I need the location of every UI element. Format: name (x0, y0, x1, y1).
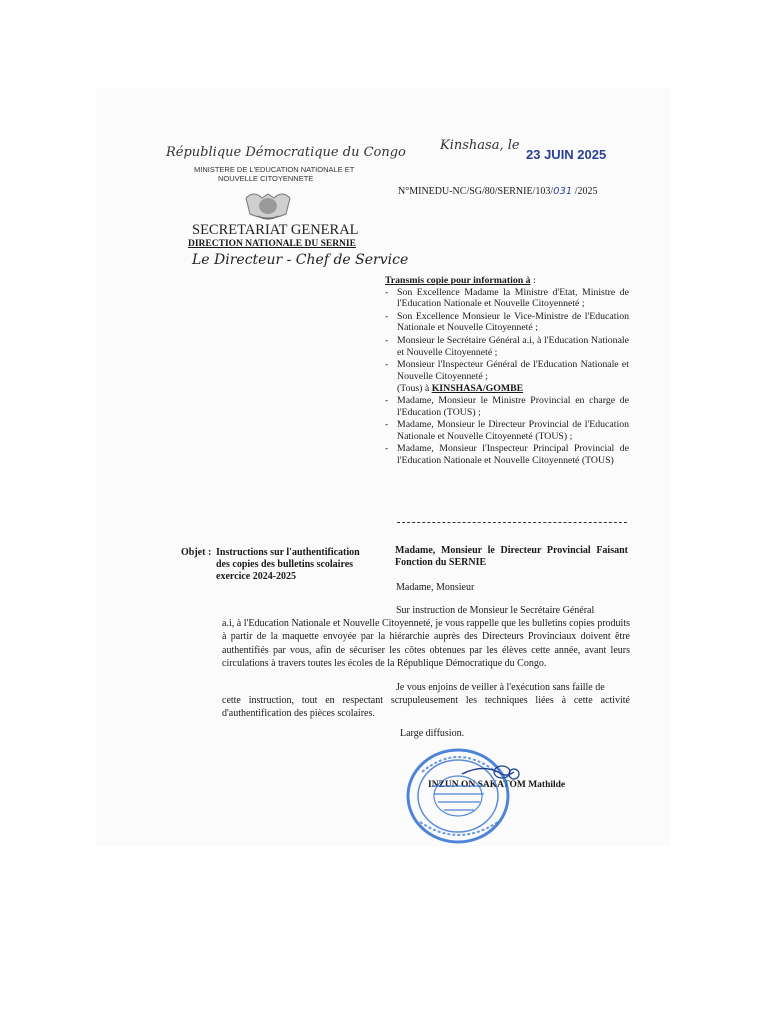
object-label: Objet : (181, 547, 212, 558)
reference-prefix: N°MINEDU-NC/SG/80/SERNIE/103/ (398, 186, 554, 197)
closing-line: Large diffusion. (400, 727, 465, 739)
letter-body (222, 604, 630, 740)
coat-of-arms-emblem (240, 188, 296, 224)
list-item: - Son Excellence Monsieur le Vice-Ministre de l'Education Nationale et Nouvelle Citoyenneté ; (385, 311, 629, 334)
director-title: Le Directeur - Chef de Service (192, 252, 409, 268)
ministry-line-2: NOUVELLE CITOYENNETE (218, 174, 314, 183)
tous-line (385, 383, 629, 395)
direction-title: DIRECTION NATIONALE DU SERNIE (188, 239, 356, 249)
list-item: - Son Excellence Madame la Ministre d'Etat, Ministre de l'Education Nationale et Nouvelle Citoyenneté ; (385, 287, 629, 310)
paragraph-2-rest: cette instruction, tout en respectant scrupuleusement les techniques liées à cette activité d'authentification des pièces scolaires. (222, 695, 630, 720)
addressee: Madame, Monsieur le Directeur Provincial Faisant Fonction du SERNIE (395, 545, 628, 568)
signatory-name: INZUN ON SAKATOM Mathilde (428, 780, 566, 790)
place-label: Kinshasa, le (440, 138, 520, 153)
ministry-line-1: MINISTERE DE L'EDUCATION NATIONALE ET (194, 165, 355, 174)
list-item: - Madame, Monsieur l'Inspecteur Principal Provincial de l'Education Nationale et Nouvelle Citoyenneté (TOUS) (385, 443, 629, 466)
date-stamp: 23 JUIN 2025 (526, 147, 607, 162)
paragraph-1-rest: a.i, à l'Education Nationale et Nouvelle Citoyenneté, je vous rappelle que les bulletins copies produits à partir de la maquette envoyée par la hiérarchie auprès des Directeurs Provinciaux doivent être authentifiés par vous, afin de sécuriser les côtes obtenues par les élèves cette année, avant leurs circulations à travers toutes les écoles de la République Démocratique du Congo. (222, 618, 630, 669)
secretariat-title: SECRETARIAT GENERAL (192, 222, 359, 238)
reference-handwritten-number: 031 (553, 186, 573, 197)
copy-heading-suffix: : (530, 275, 536, 286)
copy-heading: Transmis copie pour information à (385, 275, 531, 286)
tous-place: KINSHASA/GOMBE (431, 383, 524, 395)
dashed-divider (397, 522, 627, 523)
official-stamp-icon (402, 744, 520, 846)
tous-prefix: (Tous) à (397, 383, 432, 395)
list-item: - Monsieur le Secrétaire Général a.i, à l'Education Nationale et Nouvelle Citoyenneté ; (385, 335, 629, 358)
paragraph-1-first-line: Sur instruction de Monsieur le Secrétaire Général (396, 605, 595, 616)
reference-suffix: /2025 (572, 186, 598, 197)
paragraph-2-first-line: Je vous enjoins de veiller à l'exécution sans faille de (396, 682, 605, 694)
list-item: - Madame, Monsieur le Ministre Provincial en charge de l'Education (TOUS) ; (385, 395, 629, 418)
salutation: Madame, Monsieur (396, 582, 475, 593)
object-text: Instructions sur l'authentification des copies des bulletins scolaires exercice 2024-2025 (216, 547, 360, 582)
republic-heading: République Démocratique du Congo (166, 145, 406, 160)
list-item: - Madame, Monsieur le Directeur Provincial de l'Education Nationale et Nouvelle Citoyenneté (TOUS) ; (385, 419, 629, 442)
reference-number (398, 186, 598, 197)
copy-recipients (385, 275, 629, 468)
list-item: - Monsieur l'Inspecteur Général de l'Education Nationale et Nouvelle Citoyenneté ; (385, 359, 629, 382)
